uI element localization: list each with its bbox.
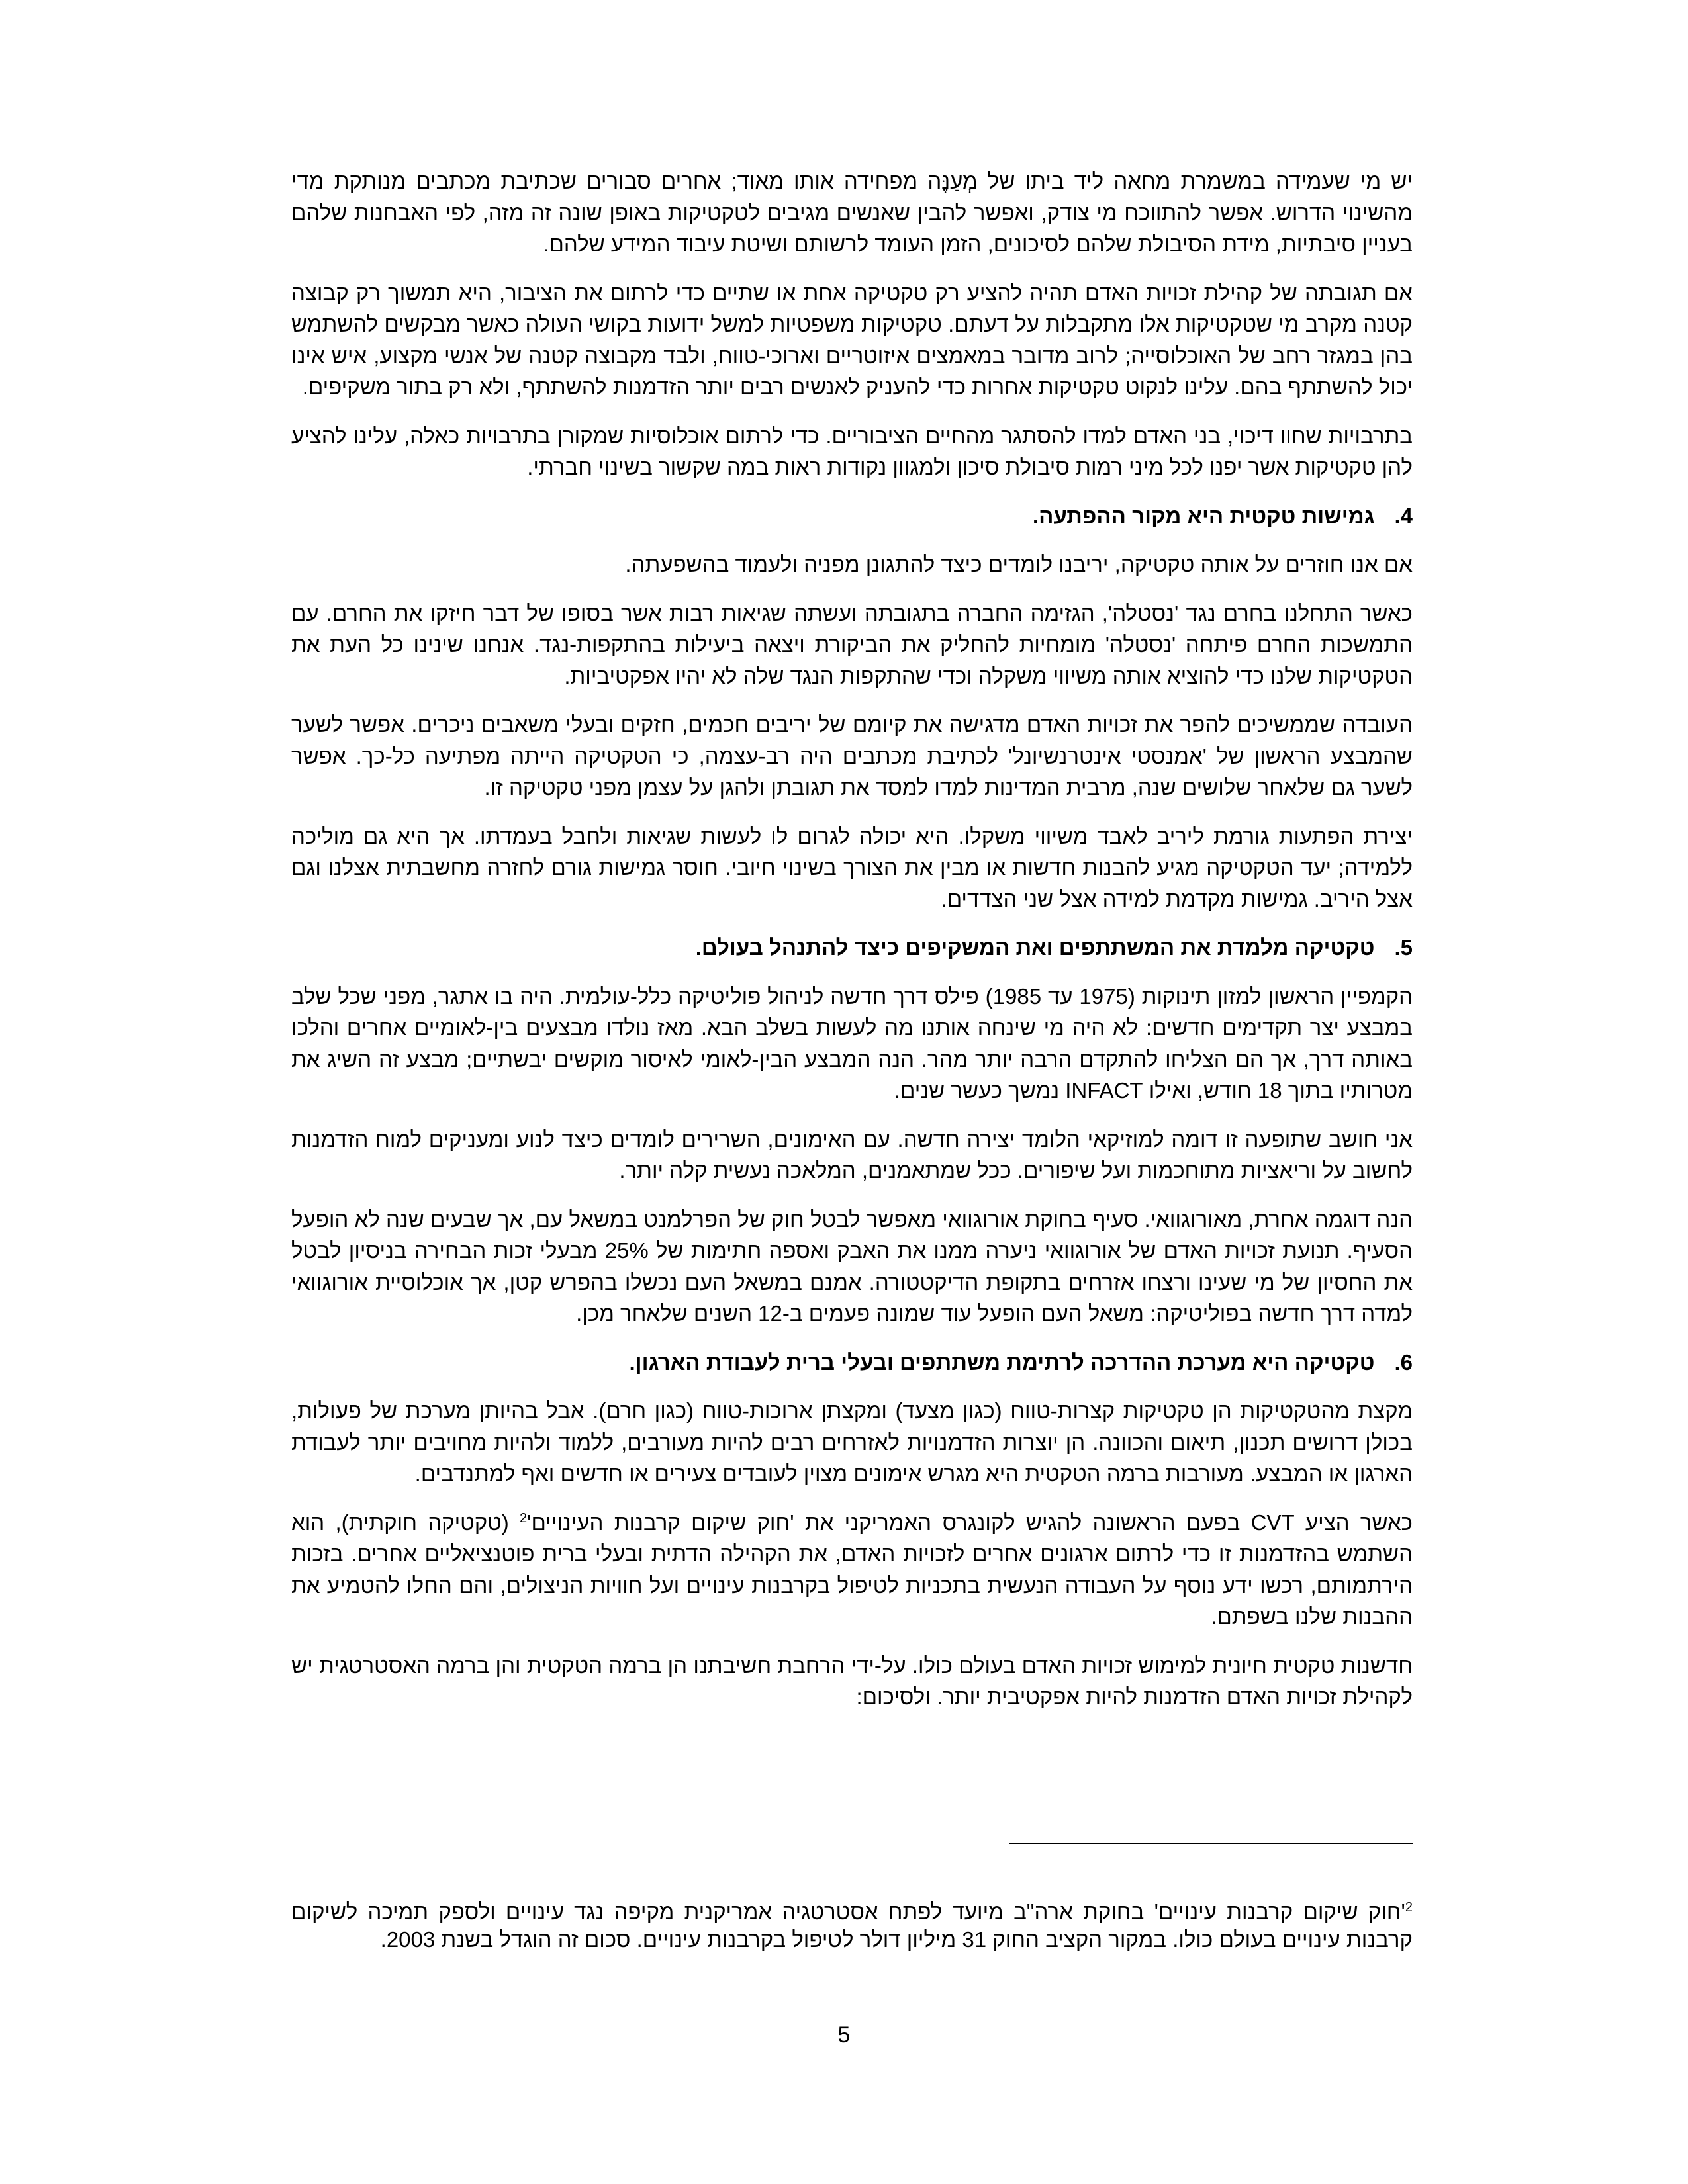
section-number: 5. <box>1394 935 1413 960</box>
paragraph: בתרבויות שחוו דיכוי, בני האדם למדו להסתגר מהחיים הציבוריים. כדי לרתום אוכלוסיות שמקורן בתרבויות כאלה, עלינו להציע להן טקטיקות אשר יפנו לכל מיני רמות סיבולת סיכון ולמגוון נקודות ראות במה שקשור בשינוי חברתי. <box>291 423 1413 479</box>
paragraph-text: (טקטיקה חוקתית), הוא השתמש בהזדמנות זו כדי לרתום ארגונים אחרים לזכויות האדם, את הקהילה הדתית ובעלי ברית פוטנציאליים אחרים. בזכות הירתמותם, רכשו ידע נוסף על העבודה הנעשית בתכניות לטיפול בקרבנות עינויים ועל חוויות הניצולים, והם החלו להטמיע את ההבנות שלנו בשפתם. <box>291 1510 1413 1629</box>
footnote-reference[interactable]: 2 <box>520 1510 528 1525</box>
paragraph: מקצת מהטקטיקות הן טקטיקות קצרות-טווח (כגון מצעד) ומקצתן ארוכות-טווח (כגון חרם). אבל בהיותן מערכת של פעולות, בכולן דרושים תכנון, תיאום והכוונה. הן יוצרות הזדמנויות לאזרחים רבים להיות מעורבים, ללמוד ולהיות מחויבים יותר לעבודת הארגון או המבצע. מעורבות ברמה הטקטית היא מגרש אימונים מצוין לעובדים צעירים או חדשים ואף למתנדבים. <box>291 1398 1413 1486</box>
paragraph: הקמפיין הראשון למזון תינוקות (1975 עד 1985) פילס דרך חדשה לניהול פוליטיקה כלל-עולמית. היה בו אתגר, מפני שכל שלב במבצע יצר תקדימים חדשים: לא היה מי שינחה אותנו מה לעשות בשלב הבא. מאז נולדו מבצעים בין-לאומיים אחרים והלכו באותה דרך, אך הם הצליחו להתקדם הרבה יותר מהר. הנה המבצע הבין-לאומי לאיסור מוקשים יבשתיים; מבצע זה השיג את מטרותיו בתוך 18 חודש, ואילו INFACT נמשך כעשר שנים. <box>291 983 1413 1103</box>
section-heading-5 <box>291 932 1413 964</box>
section-heading-6 <box>291 1347 1413 1379</box>
paragraph: יש מי שעמידה במשמרת מחאה ליד ביתו של מְעַנֶּה מפחידה אותו מאוד; אחרים סבורים שכתיבת מכתבים מנותקת מדי מהשינוי הדרוש. אפשר להתווכח מי צודק, ואפשר להבין שאנשים מגיבים לטקטיקות באופן שונה זה מזה, לפי האבחנות שלהם בעניין סיבתיות, מידת הסיבולת שלהם לסיכונים, הזמן העומד לרשותם ושיטת עיבוד המידע שלהם. <box>291 169 1413 256</box>
paragraph: העובדה שממשיכים להפר את זכויות האדם מדגישה את קיומם של יריבים חכמים, חזקים ובעלי משאבים ניכרים. אפשר לשער שהמבצע הראשון של 'אמנסטי אינטרנשיונל' לכתיבת מכתבים היה רב-עצמה, כי הטקטיקה הייתה מפתיעה כל-כך. אפשר לשער גם שלאחר שלושים שנה, מרבית המדינות למדו למסד את תגובתן ולהגן על עצמן מפני טקטיקה זו. <box>291 712 1413 799</box>
section-number: 6. <box>1394 1349 1413 1375</box>
footnote <box>291 1898 1413 1954</box>
paragraph: חדשנות טקטית חיונית למימוש זכויות האדם בעולם כולו. על-ידי הרחבת חשיבתנו הן ברמה הטקטית והן ברמה האסטרטגית יש לקהילת זכויות האדם הזדמנות להיות אפקטיבית יותר. ולסיכום: <box>291 1653 1413 1709</box>
section-title: גמישות טקטית היא מקור ההפתעה. <box>1032 503 1375 528</box>
paragraph: כאשר התחלנו בחרם נגד 'נסטלה', הגזימה החברה בתגובתה ועשתה שגיאות רבות אשר בסופו של דבר חיזקו את החרם. עם התמשכות החרם פיתחה 'נסטלה' מומחיות להחליק את הביקורת ויצאה ביעילות בהתקפות-נגד. אנחנו שינינו כל העת את הטקטיקות שלנו כדי להוציא אותה משיווי משקלה וכדי שהתקפות הנגד שלה לא יהיו אפקטיביות. <box>291 600 1413 688</box>
paragraph <box>291 1507 1413 1633</box>
paragraph: אם אנו חוזרים על אותה טקטיקה, יריבנו לומדים כיצד להתגונן מפניה ולעמוד בהשפעתה. <box>625 552 1413 576</box>
section-number: 4. <box>1394 503 1413 528</box>
section-heading-4 <box>291 500 1413 532</box>
paragraph: יצירת הפתעות גורמת ליריב לאבד משיווי משקלו. היא יכולה לגרום לו לעשות שגיאות ולחבל בעמדתו. אך היא גם מוליכה ללמידה; יעד הטקטיקה מגיע להבנות חדשות או מבין את הצורך בשינוי חיובי. חוסר גמישות גורם לחזרה מחשבתית אצלנו וגם אצל היריב. גמישות מקדמת למידה אצל שני הצדדים. <box>291 823 1413 911</box>
section-title: טקטיקה מלמדת את המשתתפים ואת המשקיפים כיצד להתנהל בעולם. <box>695 935 1375 960</box>
paragraph-text: כאשר הציע CVT בפעם הראשונה להגיש לקונגרס האמריקני את 'חוק שיקום קרבנות העינויים' <box>527 1510 1413 1535</box>
paragraph: הנה דוגמה אחרת, מאורוגוואי. סעיף בחוקת אורוגוואי מאפשר לבטל חוק של הפרלמנט במשאל עם, אך שבעים שנה לא הופעל הסעיף. תנועת זכויות האדם של אורוגוואי ניערה ממנו את האבק ואספה חתימות של 25% מבעלי זכות הבחירה בניסיון לבטל את החסיון של מי שעינו ורצחו אזרחים בתקופת הדיקטטורה. אמנם במשאל העם נכשלו בהפרש קטן, אך אוכלוסיית אורוגוואי למדה דרך חדשה בפוליטיקה: משאל העם הופעל עוד שמונה פעמים ב-12 השנים שלאחר מכן. <box>291 1206 1413 1326</box>
section-title: טקטיקה היא מערכת ההדרכה לרתימת משתתפים ובעלי ברית לעבודת הארגון. <box>629 1349 1375 1375</box>
page-number: 5 <box>837 2023 851 2048</box>
footnote-text: 'חוק שיקום קרבנות עינויים' בחוקת ארה"ב מיועד לפתח אסטרטגיה אמריקנית מקיפה נגד עינויים ולספק תמיכה לשיקום קרבנות עינויים בעולם כולו. במקור הקציב החוק 31 מיליון דולר לטיפול בקרבנות עינויים. סכום זה הוגדל בשנת 2003. <box>291 1899 1413 1952</box>
footnote-separator <box>1009 1843 1413 1844</box>
paragraph: אם תגובתה של קהילת זכויות האדם תהיה להציע רק טקטיקה אחת או שתיים כדי לרתום את הציבור, היא תמשוך רק קבוצה קטנה מקרב מי שטקטיקות אלו מתקבלות על דעתם. טקטיקות משפטיות למשל ידועות בקושי העולה כאשר מבקשים להשתמש בהן במגזר רחב של האוכלוסייה; לרוב מדובר במאמצים איזוטריים וארוכי-טווח, ולבד מקבוצה קטנה של אנשי מקצוע, איש אינו יכול להשתתף בהם. עלינו לנקוט טקטיקות אחרות כדי להעניק לאנשים רבים יותר הזדמנות להשתתף, ולא רק בתור משקיפים. <box>291 280 1413 399</box>
paragraph: אני חושב שתופעה זו דומה למוזיקאי הלומד יצירה חדשה. עם האימונים, השרירים לומדים כיצד לנוע ומעניקים למוח הזדמנות לחשוב על וריאציות מתוחכמות ועל שיפורים. ככל שמתאמנים, המלאכה נעשית קלה יותר. <box>291 1126 1413 1183</box>
footnote-marker: 2 <box>1405 1900 1413 1915</box>
body-text <box>291 165 1413 1730</box>
